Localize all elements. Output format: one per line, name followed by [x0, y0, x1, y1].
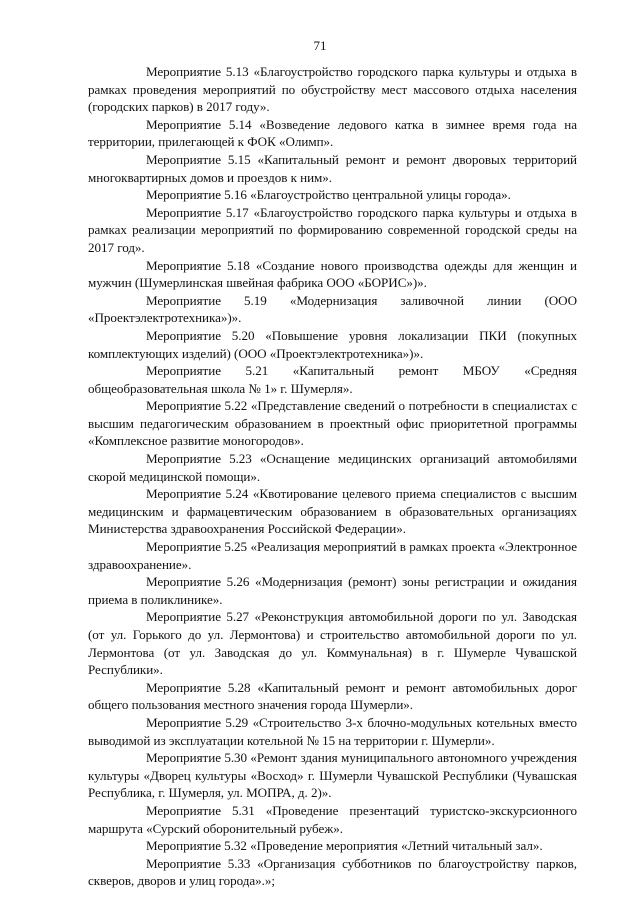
paragraph-5-27: Мероприятие 5.27 «Реконструкция автомобильной дороги по ул. Заводская (от ул. Горького до ул. Лермонтова) и строительство автомобильной дороги по ул. Лермонтова (от ул. Заводская до ул. Коммунальная) в г. Шумерле Чувашской Республики».: [88, 609, 577, 678]
paragraph-5-15: Мероприятие 5.15 «Капитальный ремонт и ремонт дворовых территорий многоквартирных домов и проездов к ним».: [88, 151, 577, 185]
paragraph-5-31: Мероприятие 5.31 «Проведение презентаций туристско-экскурсионного маршрута «Сурский оборонительный рубеж».: [88, 802, 577, 836]
paragraph-5-29: Мероприятие 5.29 «Строительство 3-х блочно-модульных котельных вместо выводимой из эксплуатации котельной № 15 на территории г. Шумерли».: [88, 714, 577, 748]
document-body: [88, 63, 577, 890]
paragraph-5-32: Мероприятие 5.32 «Проведение мероприятия «Летний читальный зал».: [146, 838, 543, 854]
paragraph-5-33: Мероприятие 5.33 «Организация субботников по благоустройству парков, скверов, дворов и улиц города».»;: [88, 855, 577, 889]
paragraph-5-26: Мероприятие 5.26 «Модернизация (ремонт) зоны регистрации и ожидания приема в поликлинике».: [88, 574, 577, 607]
paragraph-5-25: Мероприятие 5.25 «Реализация мероприятий в рамках проекта «Электронное здравоохранение».: [88, 539, 577, 572]
paragraph-5-20: Мероприятие 5.20 «Повышение уровня локализации ПКИ (покупных комплектующих изделий) (ООО «Проектэлектротехника»)».: [88, 327, 577, 361]
paragraph-5-24: Мероприятие 5.24 «Квотирование целевого приема специалистов с высшим медицинским и фармацевтическим образованием в образовательных организациях Министерства здравоохранения Российской Федерации».: [88, 486, 577, 537]
paragraph-5-23: Мероприятие 5.23 «Оснащение медицинских организаций автомобилями скорой медицинской помощи».: [88, 451, 577, 484]
paragraph-5-21: Мероприятие 5.21 «Капитальный ремонт МБОУ «Средняя общеобразовательная школа № 1» г. Шумерля».: [88, 363, 577, 396]
page-number: 71: [313, 38, 327, 53]
paragraph-5-17: Мероприятие 5.17 «Благоустройство городского парка культуры и отдыха в рамках реализации мероприятий по формированию современной городской среды на 2017 год».: [88, 204, 577, 255]
paragraph-5-13: Мероприятие 5.13 «Благоустройство городского парка культуры и отдыха в рамках проведения мероприятий по обустройству мест массового отдыха населения (городских парков) в 2017 году».: [88, 64, 577, 115]
paragraph-5-18: Мероприятие 5.18 «Создание нового производства одежды для женщин и мужчин (Шумерлинская швейная фабрика ООО «БОРИС»)».: [88, 257, 577, 291]
paragraph-5-19: Мероприятие 5.19 «Модернизация заливочной линии (ООО «Проектэлектротехника»)».: [88, 292, 577, 326]
paragraph-5-16: Мероприятие 5.16 «Благоустройство центральной улицы города».: [146, 187, 511, 203]
paragraph-5-30: Мероприятие 5.30 «Ремонт здания муниципального автономного учреждения культуры «Дворец культуры «Восход» г. Шумерли Чувашской Республики (Чувашская Республика, г. Шумерля, ул. МОПРА, д. 2)».: [88, 750, 577, 801]
paragraph-5-22: Мероприятие 5.22 «Представление сведений о потребности в специалистах с высшим педагогическим образованием в проектный офис приоритетной программы «Комплексное развитие моногородов».: [88, 398, 577, 449]
paragraph-5-14: Мероприятие 5.14 «Возведение ледового катка в зимнее время года на территории, прилегающей к ФОК «Олимп».: [88, 116, 577, 150]
paragraph-5-28: Мероприятие 5.28 «Капитальный ремонт и ремонт автомобильных дорог общего пользования местного значения города Шумерли».: [88, 679, 577, 713]
